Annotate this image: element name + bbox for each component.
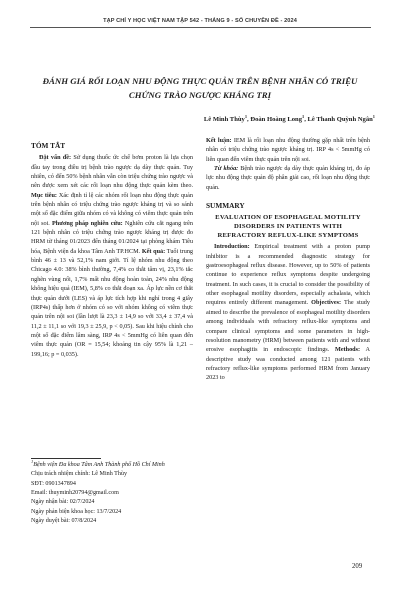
intro-label: Đặt vấn đề: [39,154,72,162]
received-date: Ngày nhận bài: 02/7/2024 [31,499,95,506]
keywords-label: Từ khóa: [214,165,239,173]
methods-label: Phương pháp nghiên cứu: [52,219,123,227]
running-header: TẠP CHÍ Y HỌC VIỆT NAM TẬP 542 - THÁNG 9 - SỐ CHUYÊN ĐỀ - 2024 [103,18,297,24]
author-affiliation-mark: 1 [372,113,375,119]
phone: SĐT: 0901347894 [31,480,76,487]
summary-heading: SUMMARY [206,201,245,211]
abstract-vi-continued [206,136,370,164]
abstract-vi-heading: TÓM TẮT [31,141,66,150]
en-objectives-label: Objectives: [311,299,342,307]
footnote [31,458,196,526]
left-column [31,141,193,359]
author-name: Lê Thanh Quỳnh Ngân [307,116,373,123]
email: Email: thuyminh20794@gmail.com [31,490,119,497]
right-column [206,136,370,383]
en-intro-label: Introduction: [214,243,250,251]
author-name: Đoàn Hoàng Long [250,116,302,123]
methods-text: Nghiên cứu cắt ngang trên 121 bệnh nhân có triệu chứng trào ngược kháng trị được đo HRM từ tháng 01/2023 đến tháng 01/2024 tại phòng khám Tiêu hóa, Bệnh viện đa khoa Tâm Anh TP.HCM. [31,219,193,255]
author-list: Lê Minh Thùy$^1$, Đoàn Hoàng Long$^1$, Lê Thanh Quỳnh Ngân$^1$ [203,113,375,123]
footnote-affiliation [31,458,196,470]
author-affiliation-mark: 1 [244,113,248,119]
results-text: Tuổi trung bình 46 ± 13 và 52,1% nam giới. Tỉ lệ nhóm nhu động theo Chicago 4.0: 38% bình thường, 7,4% co thắt tâm vị, 23,1% tắc nghẽn vùng nối, 1,7% mất nhu động hoàn toàn, 24% nhu động không hiệu quả (IEM), 5,8% co thắt đoạn xa. Áp lực nền cơ thắt thực quản dưới (LES) và áp lực tích hợp khi nghỉ trong 4 giây (IRP4s) thấp hơn ở nhóm có so với nhóm không có viêm thực quản trên nội soi (lần lượt là 23,3 ± 14,9 so với 33,4 ± 37,4 và 11,2 ± 11,1 so với 19,3 ± 25,9, p < 0,05). Sau khi hiệu chỉnh cho một số đặc điểm lâm sàng, IRP 4s < 5mmHg có liên quan đến viêm thực quản (OR = 15,54; khoảng tin cậy 95% là 1,21 – 199,16; p = 0,035). [31,247,194,358]
header-rule [30,27,371,28]
affiliation-text: Bệnh viện Đa khoa Tâm Anh Thành phố Hồ Chí Minh [33,462,165,468]
page-number: 209 [352,563,363,570]
footnote-mark: 1 [31,458,34,464]
en-methods-label: Methods: [335,346,361,354]
abstract-en-body [206,242,370,382]
keywords-paragraph [206,164,370,192]
article-title: ĐÁNH GIÁ RỐI LOẠN NHU ĐỘNG THỰC QUẢN TRÊN BỆNH NHÂN CÓ TRIỆU CHỨNG TRÀO NGƯỢC KHÁNG TRỊ [42,76,358,100]
accepted-date: Ngày duyệt bài: 07/8/2024 [31,518,97,525]
intro-text: Sử dụng thuốc ức chế bơm proton là lựa chọn đầu tay trong điều trị bệnh trào ngược dạ dày thực quản. Tuy nhiên, có đến 50% bệnh nhân vẫn còn triệu chứng trào ngược và nên được xem xét các rối loạn nhu động thực quản kèm theo. [31,154,194,190]
en-intro-text: Empirical treatment with a proton pump inhibitor is a recommended diagnostic strategy for gastroesophageal reflux disease. However, up to 50% of patients continue to experience reflux symptoms despite undergoing treatment. In such cases, it is crucial to consider the possibility of other esophageal motility disorders, especially achalasia, which requires entirely different management. [206,243,370,307]
author-affiliation-mark: 1 [302,113,305,119]
conclusion-text: IEM là rối loạn nhu động thường gặp nhất trên bệnh nhân có triệu chứng trào ngược kháng trị. IRP 4s < 5mmHg có liên quan đến viêm thực quản trên nội soi. [206,137,370,163]
objective-label: Mục tiêu: [31,191,57,199]
results-label: Kết quả: [141,247,166,255]
en-methods-text: A descriptive study was conducted among 121 patients with refractory reflux-like symptoms performed HRM from January 2023 to [206,346,370,382]
english-title: EVALUATION OF ESOPHAGEAL MOTILITY DISORDERS IN PATIENTS WITH REFRACTORY REFLUX-LIKE SYMPTOMS [215,214,361,240]
en-objectives-text: The study aimed to describe the prevalence of esophageal motility disorders among individuals with refractory reflux-like symptoms and compare clinical symptoms and some parameters in high-resolution manometry (HRM) between patients with and without erosive esophagitis in endoscopic findings. [206,299,370,354]
responsible-author: Chịu trách nhiệm chính: Lê Minh Thùy [31,471,128,478]
footnote-rule [31,458,101,459]
conclusion-label: Kết luận: [206,137,232,144]
keywords-text: Bệnh trào ngược dạ dày thực quản kháng trị, đo áp lực nhu động thực quản độ phân giải cao, rối loạn nhu động thực quản. [206,165,370,191]
review-date: Ngày phản biện khoa học: 13/7/2024 [31,508,122,515]
abstract-vi-body [31,153,193,359]
author-name: Lê Minh Thùy [203,116,245,123]
objective-text: Xác định tỉ lệ các nhóm rối loạn nhu động thực quản trên bệnh nhân có triệu chứng trào ngược kháng trị và so sánh một số đặc điểm giữa nhóm có và không có viêm thực quản trên nội soi. [31,191,193,227]
